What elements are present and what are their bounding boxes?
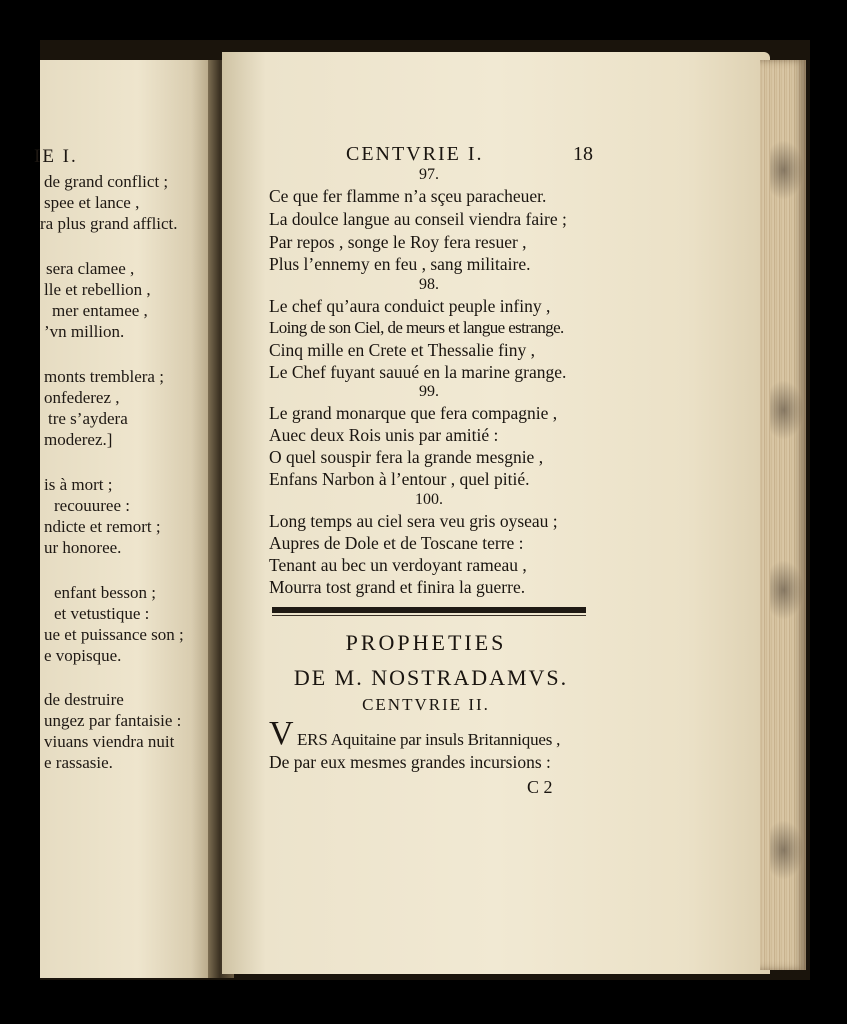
verse-line: Aupres de Dole et de Toscane terre : [269, 533, 524, 553]
verse-line: Cinq mille en Crete et Thessalie finy , [269, 340, 536, 360]
left-page-line: monts tremblera ; [44, 367, 164, 386]
quatrain-number: 100. [415, 491, 443, 508]
verse-line: O quel souspir fera la grande mesgnie , [269, 447, 544, 467]
edge-marble-mark [770, 820, 804, 880]
left-page-line: de grand conflict ; [44, 172, 169, 191]
edge-marble-mark [770, 140, 804, 200]
left-page-line: sera clamee , [46, 259, 135, 278]
opening-verse-line: De par eux mesmes grandes incursions : [269, 752, 551, 772]
left-page-line: enfant besson ; [54, 583, 156, 602]
left-page-line: moderez.] [44, 430, 113, 449]
section-title-author: DE M. NOSTRADAMVS. [293, 665, 569, 690]
verse-line: Auec deux Rois unis par amitié : [269, 425, 499, 445]
left-page-line: tre s’aydera [48, 409, 128, 428]
left-page-line: ndicte et remort ; [44, 517, 161, 536]
left-page-line: mer entamee , [52, 301, 148, 320]
verse-line: La doulce langue au conseil viendra faire ; [269, 209, 567, 229]
section-title: PROPHETIES [345, 630, 507, 655]
edge-marble-mark [770, 380, 804, 440]
section-rule [272, 607, 586, 613]
edge-marble-mark [770, 560, 804, 620]
verse-line: Enfans Narbon à l’entour , quel pitié. [269, 469, 530, 489]
left-page-line: onfederez , [44, 388, 120, 407]
left-page-line: de destruire [44, 690, 124, 709]
left-page-line: is à mort ; [44, 475, 113, 494]
verse-line: Ce que fer flamme n’a sçeu paracheuer. [269, 186, 547, 206]
verse-line: Le chef qu’aura conduict peuple infiny , [269, 296, 551, 316]
left-running-head: IE I. [34, 146, 78, 167]
verse-line: Long temps au ciel sera veu gris oyseau ; [269, 511, 558, 531]
left-page-line: ungez par fantaisie : [44, 711, 182, 730]
catchword: C 2 [527, 777, 553, 797]
left-page-line: ur honoree. [44, 538, 122, 557]
verse-line: Plus l’ennemy en feu , sang militaire. [269, 254, 531, 274]
quatrain-number: 97. [419, 166, 439, 183]
verse-line: Le Chef fuyant sauué en la marine grange. [269, 362, 567, 382]
left-page-line: viuans viendra nuit [44, 732, 175, 751]
page-number: 18 [573, 143, 593, 165]
left-page-text [34, 60, 230, 978]
section-rule-thin [272, 615, 586, 616]
left-page-line: ra plus grand afflict. [40, 214, 178, 233]
left-page-line: ’vn million. [44, 322, 125, 341]
drop-initial: V [269, 715, 294, 752]
left-page-line: recouuree : [54, 496, 130, 515]
verse-line: Mourra tost grand et finira la guerre. [269, 577, 526, 597]
left-page-line: e vopisque. [44, 646, 122, 665]
quatrain-number: 99. [419, 383, 439, 400]
left-page-line: spee et lance , [44, 193, 140, 212]
verse-line: Le grand monarque que fera compagnie , [269, 403, 558, 423]
quatrain-number: 98. [419, 276, 439, 293]
left-page-line: ue et puissance son ; [44, 625, 184, 644]
left-page [34, 60, 218, 978]
left-page-line: lle et rebellion , [44, 280, 151, 299]
verse-line: Par repos , songe le Roy fera resuer , [269, 232, 527, 252]
left-page-line: e rassasie. [44, 753, 113, 772]
opening-verse-line: ERS Aquitaine par insuls Britanniques , [297, 730, 561, 749]
left-page-line: et vetustique : [54, 604, 150, 623]
running-head: CENTVRIE I. [346, 143, 484, 165]
verse-line: Tenant au bec un verdoyant rameau , [269, 555, 527, 575]
verse-line: Loing de son Ciel, de meurs et langue estrange. [269, 318, 564, 337]
section-subtitle: CENTVRIE II. [362, 695, 490, 714]
